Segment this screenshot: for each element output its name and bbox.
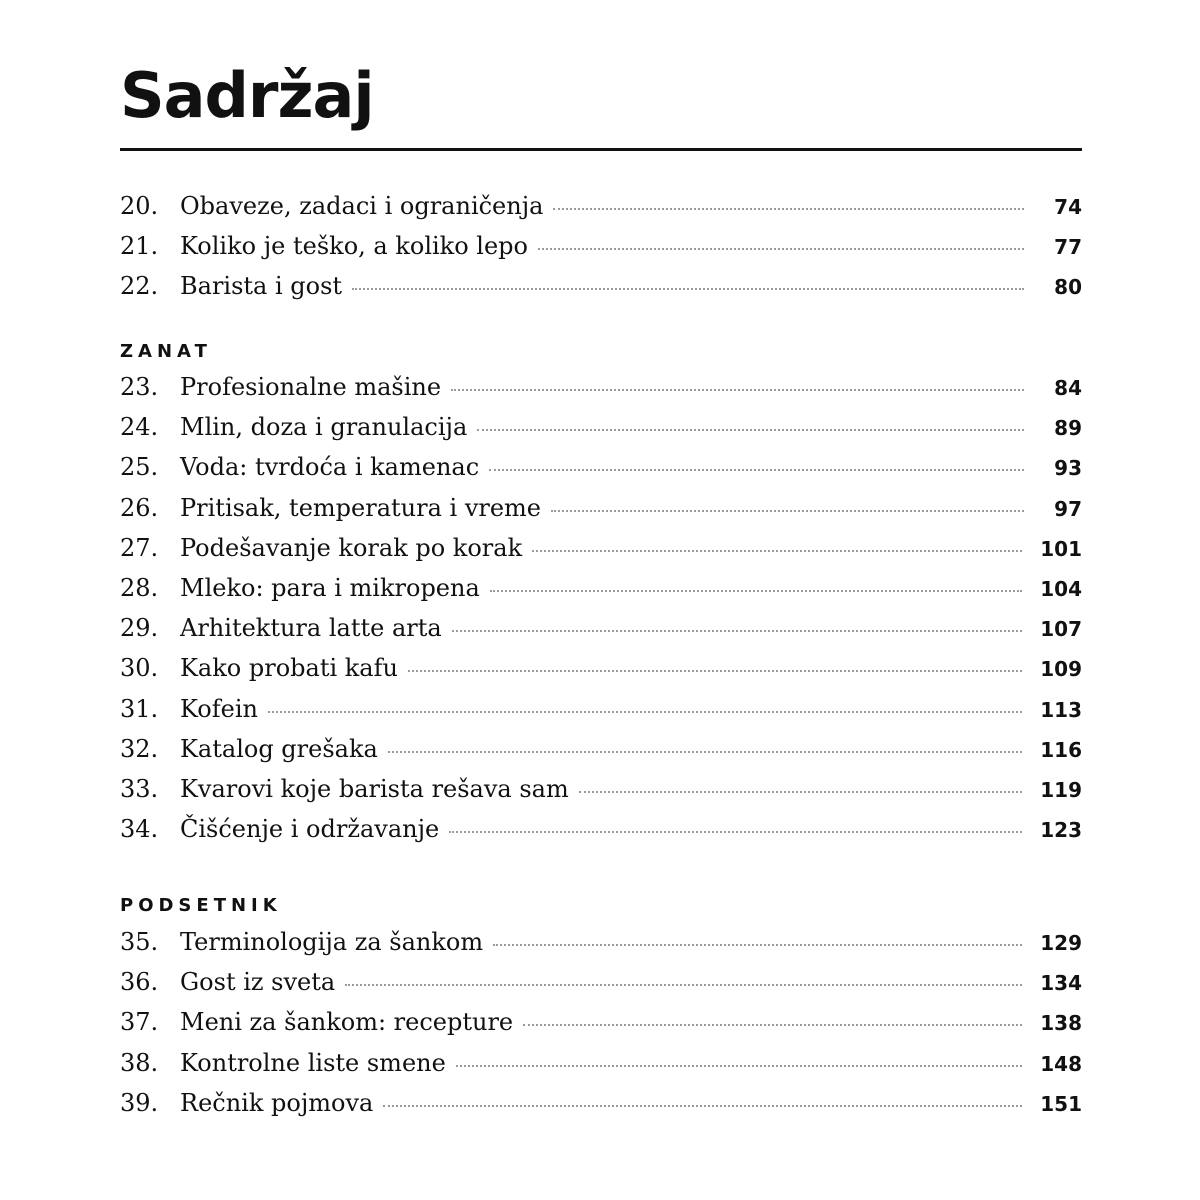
entry-page: 123 (1040, 818, 1082, 843)
toc-entry[interactable] (120, 1008, 1082, 1048)
entry-page: 148 (1040, 1051, 1082, 1076)
entry-page: 84 (1054, 376, 1082, 400)
dot-leader (388, 751, 1022, 753)
entry-number: 22. (120, 272, 159, 301)
entry-title: Gost iz sveta (180, 968, 336, 997)
entry-title: Mleko: para i mikropena (180, 573, 480, 602)
entry-number: 39. (120, 1088, 159, 1117)
entry-page: 119 (1040, 777, 1082, 802)
entry-number: 37. (120, 1008, 159, 1037)
entry-number: 21. (120, 232, 159, 261)
dot-leader (477, 429, 1024, 431)
entry-title: Arhitektura latte arta (180, 614, 442, 643)
dot-leader (452, 630, 1023, 632)
entry-page: 107 (1040, 617, 1082, 642)
entry-number: 25. (120, 453, 159, 482)
toc-entry[interactable] (120, 534, 1082, 574)
section-label-zanat: ZANAT (120, 341, 212, 362)
dot-leader (493, 944, 1022, 946)
toc-entry[interactable] (120, 815, 1082, 855)
entry-title: Kontrolne liste smene (180, 1048, 446, 1077)
entry-page: 151 (1040, 1091, 1082, 1116)
entry-title: Pritisak, temperatura i vreme (180, 493, 542, 522)
entry-title: Kako probati kafu (180, 654, 398, 683)
dot-leader (345, 984, 1022, 986)
toc-group-intro (120, 192, 1082, 313)
dot-leader (538, 248, 1024, 250)
entry-title: Čišćenje i održavanje (180, 815, 440, 844)
entry-page: 104 (1040, 576, 1082, 601)
toc-entry[interactable] (120, 968, 1082, 1008)
entry-page: 101 (1040, 536, 1082, 561)
dot-leader (551, 510, 1024, 512)
entry-page: 129 (1040, 931, 1082, 955)
dot-leader (449, 831, 1022, 833)
entry-page: 138 (1040, 1011, 1082, 1036)
entry-number: 34. (120, 815, 159, 844)
title-divider (120, 148, 1082, 151)
entry-title: Mlin, doza i granulacija (180, 413, 468, 442)
toc-entry[interactable] (120, 775, 1082, 815)
entry-number: 36. (120, 968, 159, 997)
entry-page: 134 (1040, 971, 1082, 996)
entry-page: 113 (1040, 697, 1082, 722)
entry-page: 89 (1054, 416, 1082, 441)
entry-title: Rečnik pojmova (180, 1088, 374, 1117)
toc-entry[interactable] (120, 735, 1082, 775)
toc-entry[interactable] (120, 272, 1082, 312)
entry-number: 35. (120, 928, 159, 956)
entry-title: Profesionalne mašine (180, 373, 442, 401)
entry-number: 31. (120, 694, 159, 723)
toc-entry[interactable] (120, 413, 1082, 453)
entry-number: 33. (120, 774, 159, 803)
toc-entry[interactable] (120, 654, 1082, 694)
entry-number: 26. (120, 493, 159, 522)
entry-page: 77 (1054, 235, 1082, 260)
entry-page: 74 (1054, 195, 1082, 219)
entry-page: 109 (1040, 657, 1082, 682)
toc-group-podsetnik (120, 928, 1082, 1129)
dot-leader (352, 288, 1024, 290)
entry-page: 116 (1040, 737, 1082, 762)
entry-number: 38. (120, 1048, 159, 1077)
page-title: Sadržaj (120, 59, 374, 132)
toc-entry[interactable] (120, 928, 1082, 968)
entry-title: Meni za šankom: recepture (180, 1008, 514, 1037)
entry-title: Podešavanje korak po korak (180, 533, 523, 562)
dot-leader (456, 1065, 1022, 1067)
entry-title: Barista i gost (180, 272, 343, 301)
entry-page: 80 (1054, 275, 1082, 300)
entry-title: Terminologija za šankom (180, 928, 484, 956)
toc-entry[interactable] (120, 494, 1082, 534)
toc-entry[interactable] (120, 232, 1082, 272)
entry-title: Kofein (180, 694, 258, 723)
entry-title: Kvarovi koje barista rešava sam (180, 774, 569, 803)
entry-number: 29. (120, 614, 159, 643)
entry-number: 32. (120, 734, 159, 763)
entry-title: Koliko je teško, a koliko lepo (180, 232, 528, 261)
toc-entry[interactable] (120, 192, 1082, 232)
dot-leader (268, 711, 1022, 713)
toc-entry[interactable] (120, 574, 1082, 614)
toc-entry[interactable] (120, 453, 1082, 493)
dot-leader (408, 670, 1022, 672)
toc-entry[interactable] (120, 1089, 1082, 1129)
section-label-podsetnik: PODSETNIK (120, 895, 282, 916)
dot-leader (489, 469, 1024, 471)
entry-page: 93 (1054, 456, 1082, 481)
toc-entry[interactable] (120, 1049, 1082, 1089)
toc-entry[interactable] (120, 614, 1082, 654)
entry-title: Obaveze, zadaci i ograničenja (180, 192, 544, 220)
dot-leader (451, 389, 1024, 391)
toc-group-zanat (120, 373, 1082, 855)
dot-leader (553, 208, 1024, 210)
entry-number: 30. (120, 654, 159, 683)
entry-number: 27. (120, 533, 159, 562)
toc-entry[interactable] (120, 373, 1082, 413)
dot-leader (490, 590, 1022, 592)
entry-page: 97 (1054, 496, 1082, 521)
dot-leader (523, 1024, 1022, 1026)
entry-title: Voda: tvrdoća i kamenac (180, 453, 480, 482)
entry-number: 20. (120, 192, 159, 220)
entry-number: 23. (120, 373, 159, 401)
dot-leader (579, 791, 1023, 793)
toc-entry[interactable] (120, 695, 1082, 735)
entry-title: Katalog grešaka (180, 734, 378, 763)
dot-leader (532, 550, 1022, 552)
dot-leader (383, 1105, 1022, 1107)
entry-number: 24. (120, 413, 159, 442)
entry-number: 28. (120, 573, 159, 602)
